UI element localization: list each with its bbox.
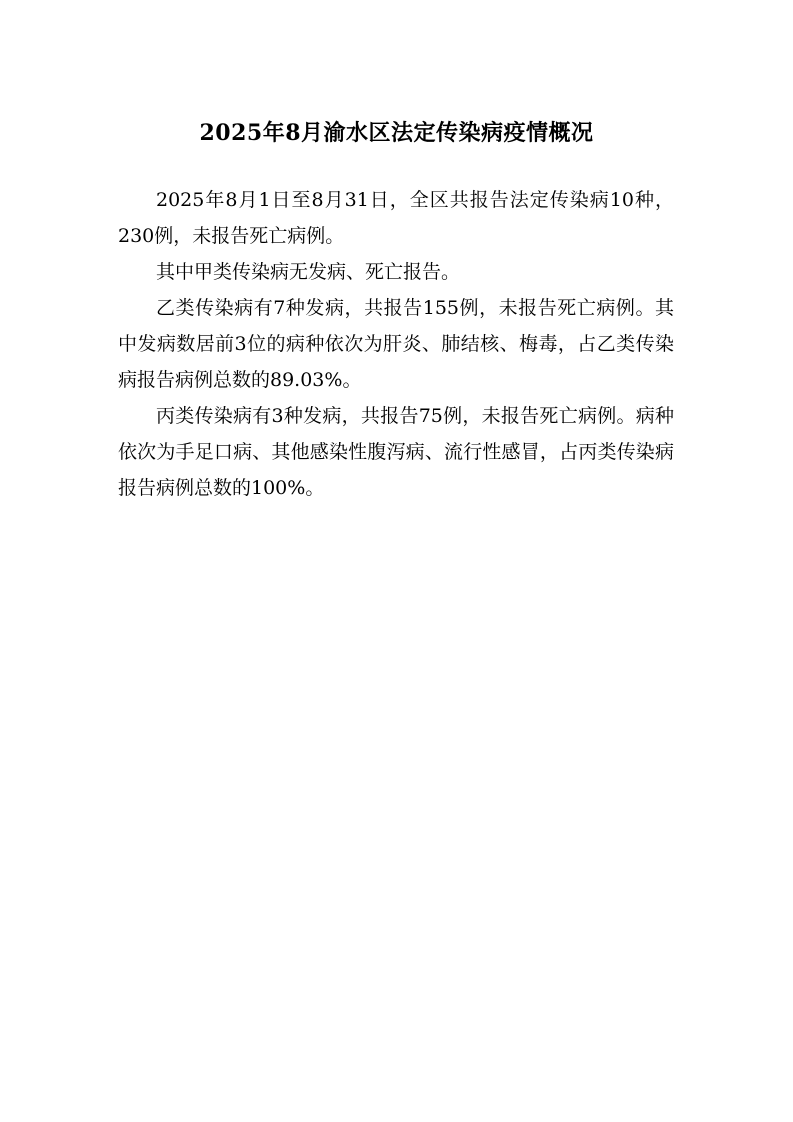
page-title: 2025年8月渝水区法定传染病疫情概况: [199, 119, 594, 146]
paragraph-summary: 2025年8月1日至8月31日，全区共报告法定传染病10种，230例，未报告死亡病例。: [118, 189, 674, 247]
paragraph-class-c: 丙类传染病有3种发病，共报告75例，未报告死亡病例。病种依次为手足口病、其他感染性腹泻病、流行性感冒，占丙类传染病报告病例总数的100%。: [118, 405, 674, 499]
paragraph-class-b: 乙类传染病有7种发病，共报告155例，未报告死亡病例。其中发病数居前3位的病种依次为肝炎、肺结核、梅毒，占乙类传染病报告病例总数的89.03%。: [118, 297, 674, 391]
paragraph-class-a: 其中甲类传染病无发病、死亡报告。: [156, 261, 461, 283]
document-body: [118, 182, 674, 506]
